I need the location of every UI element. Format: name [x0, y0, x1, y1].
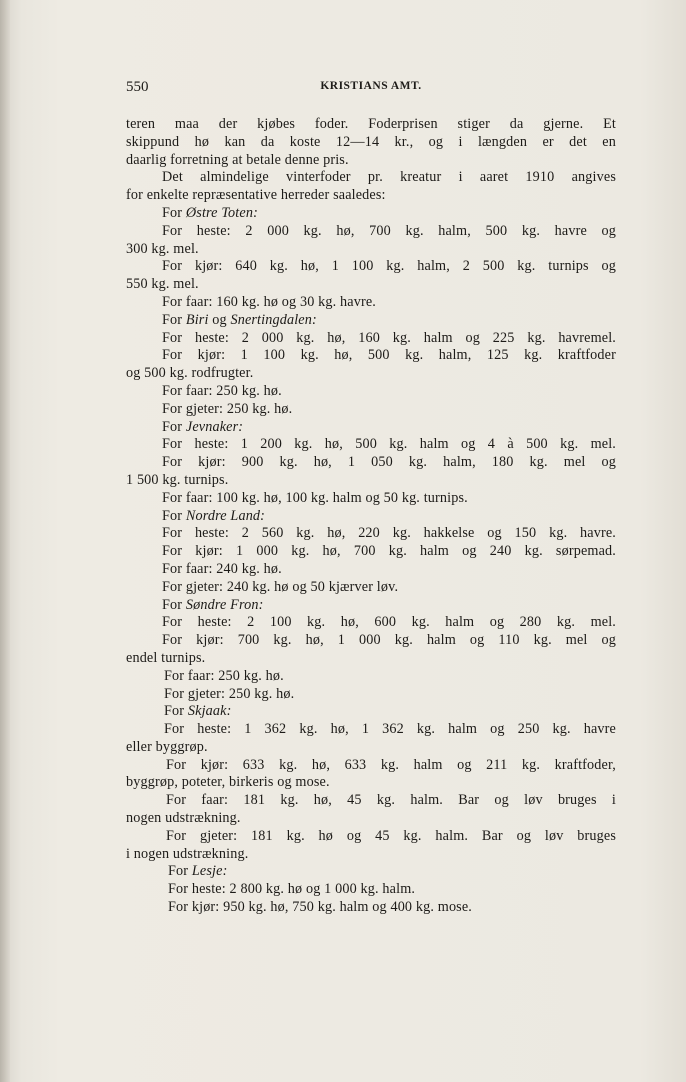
page-header [126, 79, 616, 99]
text-line: For kjør: 640 kg. hø, 1 100 kg. halm, 2 500 kg. turnips og [162, 258, 616, 275]
text-line: 550 kg. mel. [126, 276, 199, 293]
text-line: For kjør: 1 000 kg. hø, 700 kg. halm og 240 kg. sørpemad. [162, 543, 616, 560]
text-line: For kjør: 950 kg. hø, 750 kg. halm og 400 kg. mose. [168, 899, 473, 916]
running-title: KRISTIANS AMT. [320, 80, 422, 92]
text-line: For faar: 181 kg. hø, 45 kg. halm. Bar og løv bruges i [166, 792, 616, 809]
district-heading: For Skjaak: [164, 703, 232, 720]
text-line: For kjør: 700 kg. hø, 1 000 kg. halm og 110 kg. mel og [162, 632, 616, 649]
text-line: For faar: 100 kg. hø, 100 kg. halm og 50 kg. turnips. [162, 489, 468, 506]
text-line: For gjeter: 250 kg. hø. [162, 400, 293, 417]
text-line: byggrøp, poteter, birkeris og mose. [126, 774, 330, 791]
text-line: 300 kg. mel. [126, 240, 199, 257]
page-number: 550 [126, 79, 149, 95]
text-line: For faar: 250 kg. hø. [164, 667, 284, 684]
text-line: For gjeter: 240 kg. hø og 50 kjærver løv. [162, 578, 399, 595]
text-line: For faar: 160 kg. hø og 30 kg. havre. [162, 293, 376, 310]
text-line: endel turnips. [126, 649, 206, 666]
text-line: For heste: 2 000 kg. hø, 160 kg. halm og 225 kg. havremel. [162, 329, 616, 346]
text-line: i nogen udstrækning. [126, 845, 249, 862]
district-heading: For Biri og Snertingdalen: [162, 311, 317, 328]
page-binding-shadow [0, 0, 10, 1082]
text-line: For faar: 240 kg. hø. [162, 560, 282, 577]
text-line: eller byggrøp. [126, 738, 208, 755]
text-line: For kjør: 633 kg. hø, 633 kg. halm og 211 kg. kraftfoder, [166, 756, 616, 773]
district-heading: For Nordre Land: [162, 507, 266, 524]
district-heading: For Søndre Fron: [162, 596, 264, 613]
text-line: nogen udstrækning. [126, 810, 241, 827]
text-line: For kjør: 1 100 kg. hø, 500 kg. halm, 125 kg. kraftfoder [162, 347, 616, 364]
text-line: skippund hø kan da koste 12—14 kr., og i længden er det en [126, 133, 616, 150]
text-line: For heste: 1 200 kg. hø, 500 kg. halm og 4 à 500 kg. mel. [162, 436, 616, 453]
text-line: og 500 kg. rodfrugter. [126, 365, 254, 382]
district-heading: For Østre Toten: [162, 204, 258, 221]
district-heading: For Jevnaker: [162, 418, 244, 435]
text-line: For heste: 2 000 kg. hø, 700 kg. halm, 500 kg. havre og [162, 222, 616, 239]
text-line: For gjeter: 250 kg. hø. [164, 685, 295, 702]
text-line: Det almindelige vinterfoder pr. kreatur i aaret 1910 angives [162, 169, 616, 186]
text-line: For kjør: 900 kg. hø, 1 050 kg. halm, 180 kg. mel og [162, 454, 616, 471]
text-line: For faar: 250 kg. hø. [162, 382, 282, 399]
text-line: daarlig forretning at betale denne pris. [126, 151, 349, 168]
text-line: teren maa der kjøbes foder. Foderprisen stiger da gjerne. Et [126, 116, 616, 132]
text-line: 1 500 kg. turnips. [126, 471, 229, 488]
text-line: For heste: 2 560 kg. hø, 220 kg. hakkelse og 150 kg. havre. [162, 525, 616, 542]
text-line: For heste: 2 800 kg. hø og 1 000 kg. halm. [168, 881, 416, 898]
text-line: For heste: 1 362 kg. hø, 1 362 kg. halm og 250 kg. havre [164, 721, 616, 738]
text-line: For heste: 2 100 kg. hø, 600 kg. halm og 280 kg. mel. [162, 614, 616, 631]
text-line: for enkelte repræsentative herreder saaledes: [126, 187, 386, 204]
body-text [126, 116, 616, 917]
text-line: For gjeter: 181 kg. hø og 45 kg. halm. Bar og løv bruges [166, 827, 616, 844]
district-heading: For Lesje: [168, 863, 228, 880]
